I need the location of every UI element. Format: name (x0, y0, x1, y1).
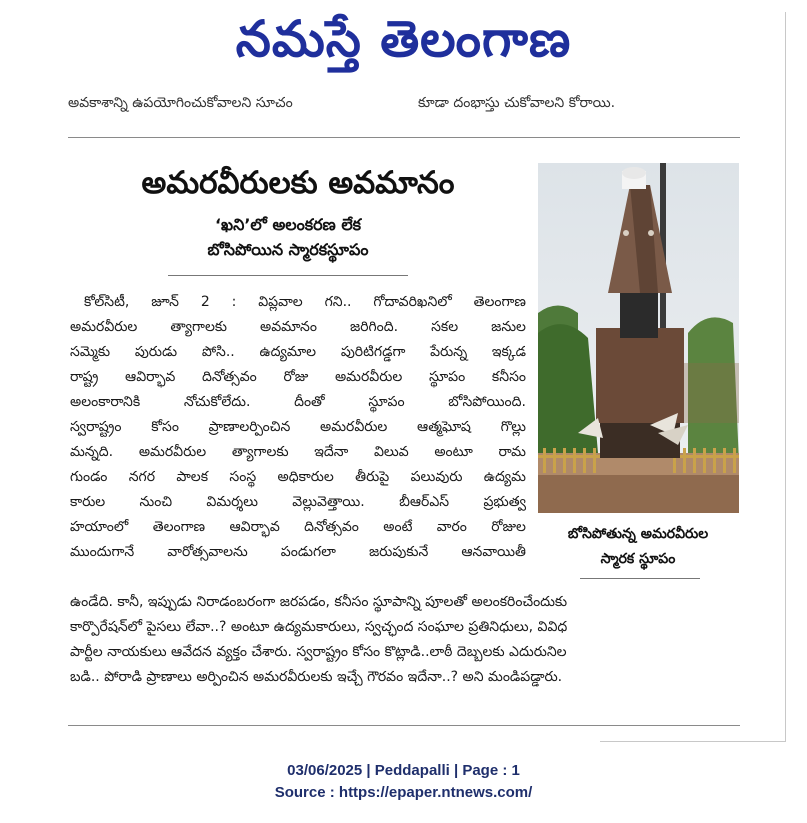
page-frame-bottom (600, 741, 786, 742)
body-line: పార్టీల నాయకులు ఆవేదన వ్యక్తం చేశారు. స్వరాష్ట్రం కోసం కొట్లాడి..లాఠీ దెబ్బలకు ఎదురునిల (70, 644, 567, 660)
previous-article-fragment-right: కూడా దంభాస్తు చుకోవాలని కోరాయి. (418, 95, 616, 111)
bottom-divider (68, 725, 740, 726)
body-line: కోల్‌సిటీ, జూన్ 2 : విప్లవాల గని.. గోదావరిఖనిలో తెలంగాణ (84, 294, 526, 310)
body-line: కారుల నుంచి విమర్శలు వెల్లువెత్తాయి. బీఆర్‌ఎస్ ప్రభుత్వ (70, 494, 526, 510)
previous-article-fragment-left: అవకాశాన్ని ఉపయోగించుకోవాలని సూచం (68, 95, 293, 111)
photo-caption (540, 522, 736, 572)
body-line: ఉండేది. కానీ, ఇప్పుడు నిరాడంబరంగా జరపడం, కనీసం స్థూపాన్ని పూలతో అలంకరించేందుకు (70, 594, 568, 610)
article-body-wide (70, 590, 736, 690)
subhead-line-2: బోసిపోయిన స్మారకస్థూపం (207, 240, 369, 259)
body-line: హయాంలో తెలంగాణ ఆవిర్భావ దినోత్సవం అంటే వారం రోజుల (70, 519, 526, 535)
article-body-column (70, 290, 526, 565)
body-line: మన్నది. అమరవీరుల త్యాగాలకు ఇదేనా విలువ అంటూ రామ (70, 444, 526, 460)
memorial-photo (538, 163, 739, 513)
body-line: కార్పొరేషన్‌లో పైసలు లేవా..? అంటూ ఉద్యమకారులు, స్వచ్ఛంద సంఘాల ప్రతినిధులు, వివిధ (70, 619, 568, 635)
subhead-divider (168, 275, 408, 276)
top-divider (68, 137, 740, 138)
body-line: సమ్మెకు పురుడు పోసి.. ఉద్యమాల పురిటిగడ్డగా పేరున్న ఇక్కడ (70, 344, 526, 360)
subhead-line-1: ‘ఖని’లో అలంకరణ లేక (214, 215, 362, 234)
page-frame-right (785, 12, 786, 742)
caption-line-2: స్మారక స్థూపం (600, 551, 676, 567)
body-line: అమరవీరుల త్యాగాలకు అవమానం జరిగింది. సకల జనుల (70, 319, 526, 335)
page-footer (0, 760, 807, 804)
source-link[interactable]: Source : https://epaper.ntnews.com/ (274, 784, 533, 801)
edition-info: 03/06/2025 | Peddapalli | Page : 1 (287, 762, 520, 779)
body-line: అలంకారానికి నోచుకోలేదు. దీంతో స్థూపం బోసిపోయింది. (70, 394, 526, 410)
body-line: స్వరాష్ట్రం కోసం ప్రాణాలర్పించిన అమరవీరుల ఆత్మఘోష గొల్లు (70, 419, 526, 435)
body-line: గుండం నగర పాలక సంస్థ అధికారుల తీరుపై పలువురు ఉద్యమ (70, 469, 526, 485)
body-line: బడి.. పోరాడి ప్రాణాలు అర్పించిన అమరవీరులకు ఇచ్చే గౌరవం ఇదేనా..? అని మండిపడ్డారు. (70, 669, 563, 685)
newspaper-masthead: నమస్తే తెలంగాణ (235, 10, 572, 68)
body-line: ముందుగానే వారోత్సవాలను పండుగలా జరుపుకునే ఆనవాయితీ (70, 544, 526, 560)
article-headline: అమరవీరులకు అవమానం (141, 165, 455, 201)
body-line: రాష్ట్ర ఆవిర్భావ దినోత్సవం రోజు అమరవీరుల స్థూపం కనీసం (70, 369, 526, 385)
article-subheadline (168, 212, 408, 262)
caption-line-1: బోసిపోతున్న అమరవీరుల (567, 526, 709, 542)
caption-divider (580, 578, 700, 579)
